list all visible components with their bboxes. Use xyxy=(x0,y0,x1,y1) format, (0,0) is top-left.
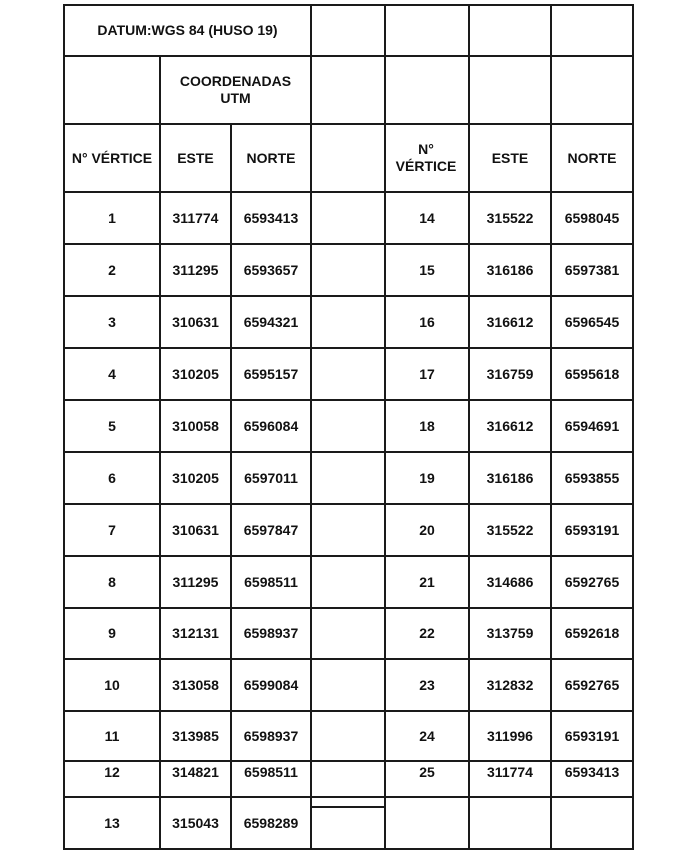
datum-label: DATUM:WGS 84 (HUSO 19) xyxy=(97,22,278,38)
vertex-number: 1 xyxy=(108,209,116,226)
norte-value: 6595157 xyxy=(243,365,299,382)
vertex-number: 5 xyxy=(108,417,116,434)
vertex-number: 3 xyxy=(108,313,116,330)
norte-value: 6593191 xyxy=(564,521,620,538)
norte-value: 6594321 xyxy=(243,313,299,330)
coordinates-header: COORDENADAS UTM xyxy=(179,73,292,106)
table-border xyxy=(312,806,384,808)
norte-value: 6598937 xyxy=(243,727,299,744)
vertex-number: 22 xyxy=(419,625,435,641)
vertex-number: 4 xyxy=(108,365,116,382)
norte-value: 6598289 xyxy=(243,814,299,831)
vertex-column-header: N° VÉRTICE xyxy=(71,149,153,166)
norte-value: 6598045 xyxy=(564,209,620,226)
table-border xyxy=(63,55,634,57)
norte-value: 6598937 xyxy=(243,625,299,641)
este-value: 310058 xyxy=(172,417,219,434)
vertex-number: 20 xyxy=(419,521,435,538)
este-value: 311295 xyxy=(172,261,219,278)
vertex-number: 24 xyxy=(419,727,435,744)
table-border xyxy=(310,4,312,850)
norte-value: 6593855 xyxy=(564,469,620,486)
vertex-number: 18 xyxy=(419,417,435,434)
este-value: 316612 xyxy=(486,313,534,330)
este-column-header: ESTE xyxy=(177,149,214,166)
norte-value: 6595618 xyxy=(564,365,620,382)
este-value: 316612 xyxy=(486,417,534,434)
este-value: 315522 xyxy=(486,209,534,226)
vertex-number: 14 xyxy=(419,209,435,226)
norte-value: 6594691 xyxy=(564,417,620,434)
norte-value: 6597847 xyxy=(243,521,299,538)
norte-value: 6592765 xyxy=(564,676,620,693)
norte-value: 6593413 xyxy=(564,763,620,780)
vertex-number: 13 xyxy=(104,814,120,831)
este-value: 311996 xyxy=(487,727,533,744)
este-value: 315522 xyxy=(486,521,534,538)
norte-value: 6598511 xyxy=(244,763,298,780)
este-value: 310631 xyxy=(172,521,219,538)
norte-value: 6592618 xyxy=(564,625,620,641)
norte-value: 6599084 xyxy=(243,676,299,693)
este-value: 316759 xyxy=(486,365,534,382)
norte-column-header: NORTE xyxy=(567,149,617,166)
norte-value: 6597381 xyxy=(564,261,620,278)
este-value: 310631 xyxy=(172,313,219,330)
norte-value: 6593657 xyxy=(243,261,299,278)
norte-value: 6596545 xyxy=(564,313,620,330)
este-value: 310205 xyxy=(172,469,219,486)
este-value: 313985 xyxy=(172,727,219,744)
este-value: 315043 xyxy=(172,814,219,831)
vertex-number: 9 xyxy=(108,625,116,641)
este-column-header: ESTE xyxy=(491,149,529,166)
vertex-number: 21 xyxy=(419,573,435,590)
este-value: 311774 xyxy=(487,763,533,780)
vertex-column-header: N° VÉRTICE xyxy=(395,141,457,174)
norte-value: 6597011 xyxy=(244,469,298,486)
vertex-number: 16 xyxy=(419,313,435,330)
vertex-number: 17 xyxy=(419,365,435,382)
este-value: 311774 xyxy=(172,209,219,226)
este-value: 310205 xyxy=(172,365,219,382)
table-border xyxy=(632,4,634,850)
norte-value: 6596084 xyxy=(243,417,299,434)
este-value: 314821 xyxy=(172,763,219,780)
vertex-number: 10 xyxy=(104,676,120,693)
este-value: 312832 xyxy=(486,676,534,693)
este-value: 316186 xyxy=(486,469,534,486)
norte-value: 6592765 xyxy=(564,573,620,590)
norte-value: 6593413 xyxy=(243,209,299,226)
vertex-number: 12 xyxy=(104,763,120,780)
norte-column-header: NORTE xyxy=(246,149,296,166)
vertex-number: 8 xyxy=(108,573,116,590)
vertex-number: 2 xyxy=(108,261,116,278)
vertex-number: 11 xyxy=(104,727,120,744)
este-value: 313759 xyxy=(486,625,534,641)
este-value: 316186 xyxy=(486,261,534,278)
vertex-number: 19 xyxy=(419,469,435,486)
este-value: 313058 xyxy=(172,676,219,693)
norte-value: 6598511 xyxy=(244,573,298,590)
vertex-number: 15 xyxy=(419,261,435,278)
norte-value: 6593191 xyxy=(564,727,620,744)
vertex-number: 6 xyxy=(108,469,116,486)
vertex-number: 25 xyxy=(419,763,435,780)
vertex-number: 23 xyxy=(419,676,435,693)
vertex-number: 7 xyxy=(108,521,116,538)
este-value: 314686 xyxy=(486,573,534,590)
este-value: 312131 xyxy=(172,625,219,641)
este-value: 311295 xyxy=(172,573,219,590)
